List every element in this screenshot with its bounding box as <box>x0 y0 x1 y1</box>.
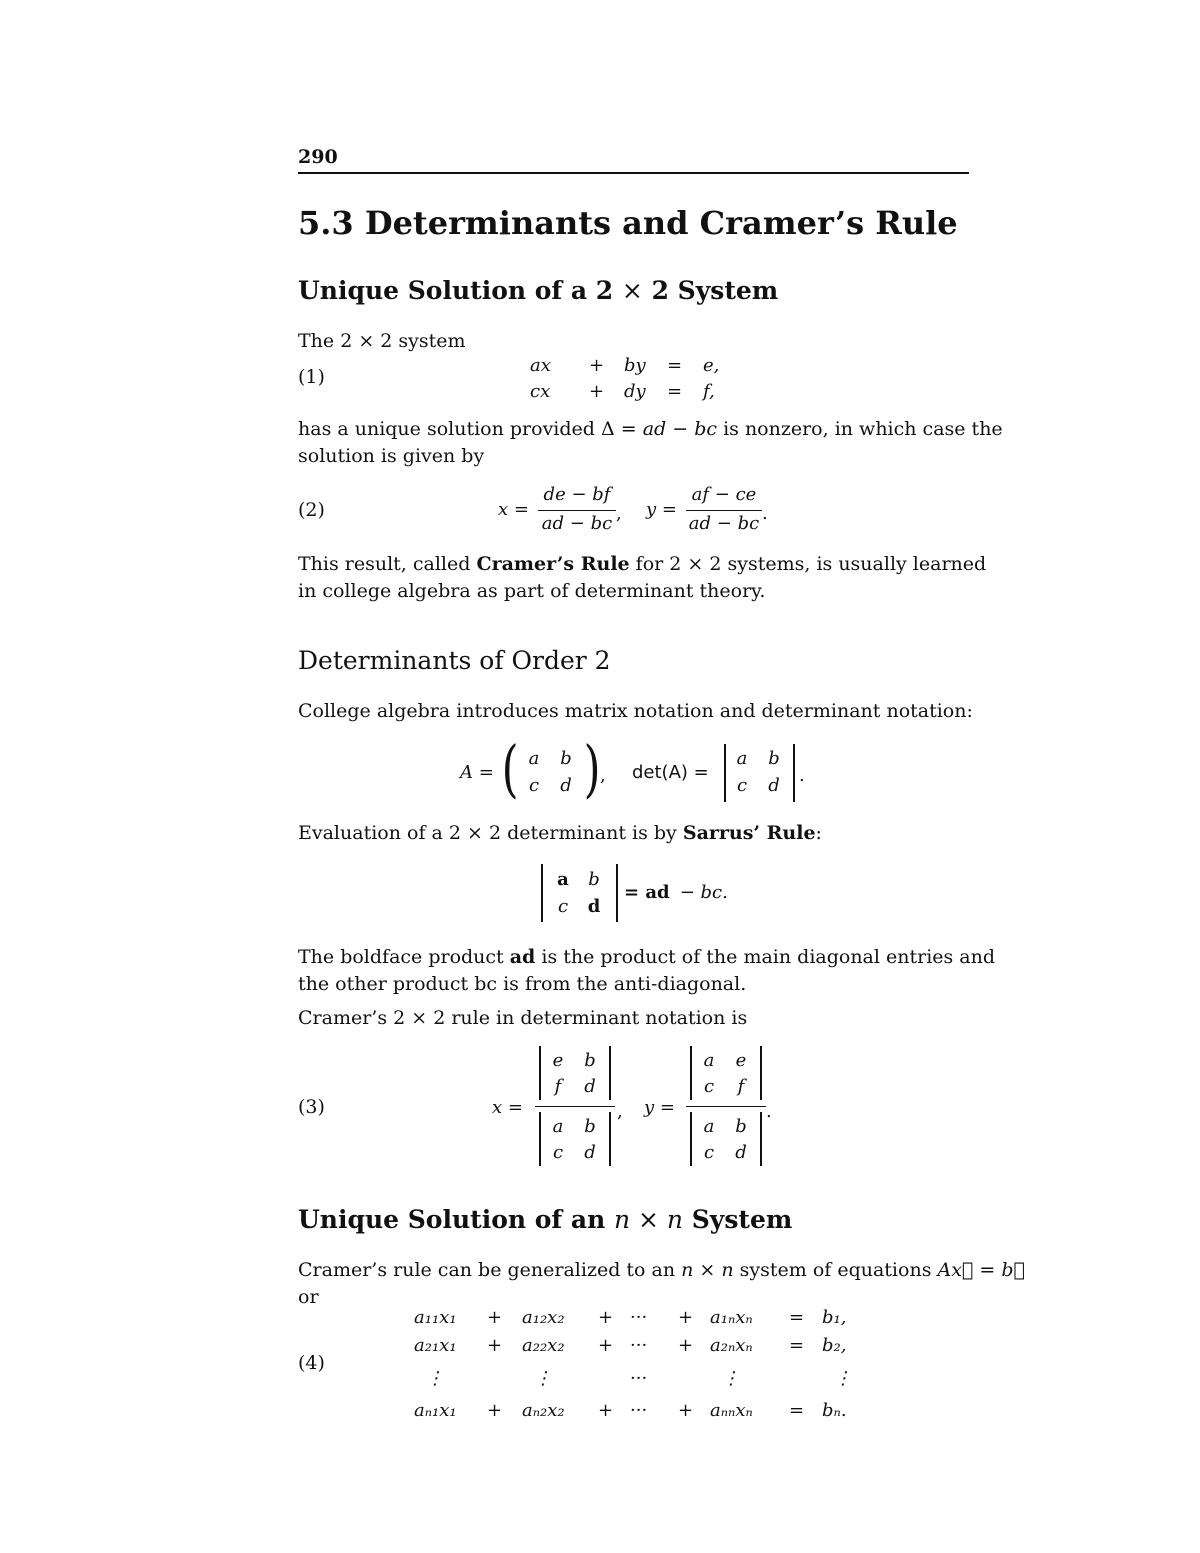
subsection-title-2x2 <box>298 276 778 305</box>
eq1-term: e, <box>703 355 720 376</box>
eq2-x-numerator: de − bf <box>543 484 611 505</box>
eq4-cell: ··· <box>630 1335 648 1356</box>
det-entry: b <box>768 748 780 769</box>
subsection-title-nxn <box>298 1205 792 1234</box>
det-right-bar <box>793 744 795 802</box>
eq4-cell: ⋮ <box>426 1368 444 1389</box>
eq4-cell: ⋮ <box>834 1368 852 1389</box>
det-entry-bold: d <box>587 896 601 917</box>
eq4-cell: a₂₂x₂ <box>522 1335 565 1356</box>
det-left-bar <box>539 1112 541 1166</box>
section-title: 5.3 Determinants and Cramer’s Rule <box>298 204 958 242</box>
eq4-cell: = <box>789 1400 805 1421</box>
eq3-x-label: x = <box>492 1097 523 1118</box>
eq3-comma: , <box>617 1101 623 1122</box>
eq4-cell: aₙ₁x₁ <box>414 1400 457 1421</box>
eq4-cell: + <box>487 1307 503 1328</box>
text-span-bold: Sarrus’ Rule <box>682 822 816 844</box>
det-entry: e <box>735 1050 747 1071</box>
det-entry: c <box>703 1142 715 1163</box>
eq4-cell: = <box>789 1307 805 1328</box>
eq4-cell: aₙ₂x₂ <box>522 1400 565 1421</box>
equation-number-3: (3) <box>298 1096 325 1118</box>
eq2-y-numerator: af − ce <box>691 484 757 505</box>
text-span: Evaluation of a 2 × 2 determinant is by <box>298 822 683 844</box>
paragraph-generalized <box>298 1257 1025 1284</box>
text-span: has a unique solution provided Δ = <box>298 418 643 440</box>
det-right-bar <box>609 1046 611 1100</box>
eq1-term: by <box>624 355 646 376</box>
eq2-period: . <box>762 503 768 524</box>
text-span: This result, called <box>298 553 477 575</box>
det-entry: c <box>552 1142 564 1163</box>
sarrus-rhs: − bc. <box>674 882 728 903</box>
eq4-cell: ··· <box>630 1307 648 1328</box>
text-span: − <box>666 418 695 440</box>
eq4-cell: a₁₁x₁ <box>414 1307 457 1328</box>
times-symbol: × <box>630 1205 667 1234</box>
eq4-cell: aₙₙxₙ <box>710 1400 753 1421</box>
subsection-title-n: n <box>666 1205 684 1234</box>
eq4-cell: bₙ. <box>822 1400 847 1421</box>
eq4-cell: ⋮ <box>722 1368 740 1389</box>
eq4-cell: + <box>678 1307 694 1328</box>
paragraph-generalized-line2: or <box>298 1286 319 1308</box>
eq4-cell: + <box>678 1335 694 1356</box>
equation-number-4: (4) <box>298 1352 325 1374</box>
det-period: . <box>799 765 805 786</box>
text-span-math: n × n <box>681 1259 734 1281</box>
det-entry: b <box>584 1050 596 1071</box>
paragraph-cramer-det: Cramer’s 2 × 2 rule in determinant notation is <box>298 1007 748 1029</box>
eq4-cell: + <box>487 1400 503 1421</box>
det-left-bar <box>541 864 543 922</box>
eq2-comma: , <box>616 503 622 524</box>
subsection-title-part: 2 System <box>651 276 779 305</box>
eq2-y-denominator: ad − bc <box>688 513 760 534</box>
eq4-cell: = <box>789 1335 805 1356</box>
paragraph-sarrus <box>298 820 822 847</box>
paragraph-cramers-rule <box>298 551 986 578</box>
text-span: The boldface product <box>298 946 510 968</box>
equation-number-1: (1) <box>298 366 325 388</box>
det-entry: a <box>703 1116 715 1137</box>
text-span: Cramer’s rule can be generalized to an <box>298 1259 682 1281</box>
equation-number-2: (2) <box>298 499 325 521</box>
det-entry: b <box>584 1116 596 1137</box>
det-entry: e <box>552 1050 564 1071</box>
det-left-bar <box>690 1046 692 1100</box>
eq4-cell: a₁ₙxₙ <box>710 1307 753 1328</box>
det-right-bar <box>760 1046 762 1100</box>
sarrus-rhs-bold: = ad <box>624 882 670 903</box>
det-right-bar <box>616 864 618 922</box>
eq4-cell: + <box>678 1400 694 1421</box>
det-entry: d <box>584 1076 596 1097</box>
text-span-bold: ad <box>509 946 536 968</box>
eq2-y-fraction-bar <box>686 510 762 511</box>
times-symbol: × <box>621 276 643 305</box>
eq3-y-label: y = <box>644 1097 675 1118</box>
det-entry: a <box>703 1050 715 1071</box>
text-span: is the product of the main diagonal entries and <box>535 946 996 968</box>
right-paren: ) <box>583 732 601 805</box>
det-entry: f <box>554 1076 562 1097</box>
eq1-term: cx <box>530 381 551 402</box>
subsection-title-part: System <box>683 1205 793 1234</box>
eq1-term: f, <box>703 381 715 402</box>
det-entry: b <box>588 869 600 890</box>
eq3-y-fraction-bar <box>686 1106 766 1107</box>
eq4-cell: a₁₂x₂ <box>522 1307 565 1328</box>
det-entry: f <box>737 1076 745 1097</box>
eq2-y-label: y = <box>646 499 677 520</box>
matrix-entry: c <box>528 775 540 796</box>
paragraph-cramers-rule-line2: in college algebra as part of determinant theory. <box>298 580 766 602</box>
det-right-bar <box>760 1112 762 1166</box>
eq4-cell: + <box>598 1307 614 1328</box>
eq4-cell: ··· <box>630 1400 648 1421</box>
det-entry: b <box>735 1116 747 1137</box>
eq2-x-denominator: ad − bc <box>541 513 613 534</box>
det-entry: a <box>552 1116 564 1137</box>
det-entry: c <box>703 1076 715 1097</box>
eq1-term: dy <box>624 381 646 402</box>
text-span-math: Ax⃗ = b⃗ <box>937 1259 1025 1281</box>
eq1-op: + <box>589 381 605 402</box>
eq4-cell: ⋮ <box>534 1368 552 1389</box>
paragraph-boldface-line2: the other product bc is from the anti-diagonal. <box>298 973 747 995</box>
matrix-entry: b <box>560 748 572 769</box>
eq2-x-fraction-bar <box>538 510 616 511</box>
det-left-bar <box>724 744 726 802</box>
left-paren: ( <box>501 732 519 805</box>
paragraph-unique-solution <box>298 416 1003 443</box>
page-number: 290 <box>298 146 338 168</box>
matrix-comma: , <box>600 765 606 786</box>
text-span: is nonzero, in which case the <box>717 418 1003 440</box>
text-span: bc <box>694 418 718 440</box>
eq1-term: ax <box>530 355 551 376</box>
paragraph-boldface <box>298 944 995 971</box>
det-entry: d <box>735 1142 747 1163</box>
matrix-A-label: A = <box>460 762 494 783</box>
subsection-title-order2: Determinants of Order 2 <box>298 646 611 675</box>
det-left-bar <box>690 1112 692 1166</box>
eq1-op: = <box>667 355 683 376</box>
det-entry: d <box>584 1142 596 1163</box>
eq4-cell: b₁, <box>822 1307 847 1328</box>
eq4-cell: a₂ₙxₙ <box>710 1335 753 1356</box>
det-left-bar <box>539 1046 541 1100</box>
eq4-cell: a₂₁x₁ <box>414 1335 457 1356</box>
eq2-x-label: x = <box>498 499 529 520</box>
text-span-bold: Cramer’s Rule <box>476 553 630 575</box>
det-right-bar <box>609 1112 611 1166</box>
eq4-cell: + <box>598 1400 614 1421</box>
header-rule <box>298 172 969 174</box>
eq3-period: . <box>766 1101 772 1122</box>
eq1-op: = <box>667 381 683 402</box>
det-entry: c <box>557 896 569 917</box>
eq4-cell: b₂, <box>822 1335 847 1356</box>
paragraph-intro: The 2 × 2 system <box>298 330 466 352</box>
text-span: : <box>815 822 822 844</box>
det-entry: d <box>768 775 780 796</box>
det-entry-bold: a <box>557 869 569 890</box>
text-span: for 2 × 2 systems, is usually learned <box>629 553 987 575</box>
matrix-entry: a <box>528 748 540 769</box>
det-entry: c <box>736 775 748 796</box>
eq4-cell: ··· <box>630 1368 648 1389</box>
eq4-cell: + <box>487 1335 503 1356</box>
matrix-entry: d <box>560 775 572 796</box>
paragraph-unique-solution-line2: solution is given by <box>298 445 485 467</box>
eq4-cell: + <box>598 1335 614 1356</box>
subsection-title-part: Unique Solution of an <box>298 1205 614 1234</box>
det-label: det(A) = <box>632 762 709 783</box>
text-span: system of equations <box>733 1259 938 1281</box>
eq1-op: + <box>589 355 605 376</box>
subsection-title-n: n <box>613 1205 631 1234</box>
paragraph-notation: College algebra introduces matrix notation and determinant notation: <box>298 700 973 722</box>
subsection-title-part: Unique Solution of a 2 <box>298 276 614 305</box>
eq3-x-fraction-bar <box>535 1106 615 1107</box>
text-span: ad <box>642 418 667 440</box>
det-entry: a <box>736 748 748 769</box>
